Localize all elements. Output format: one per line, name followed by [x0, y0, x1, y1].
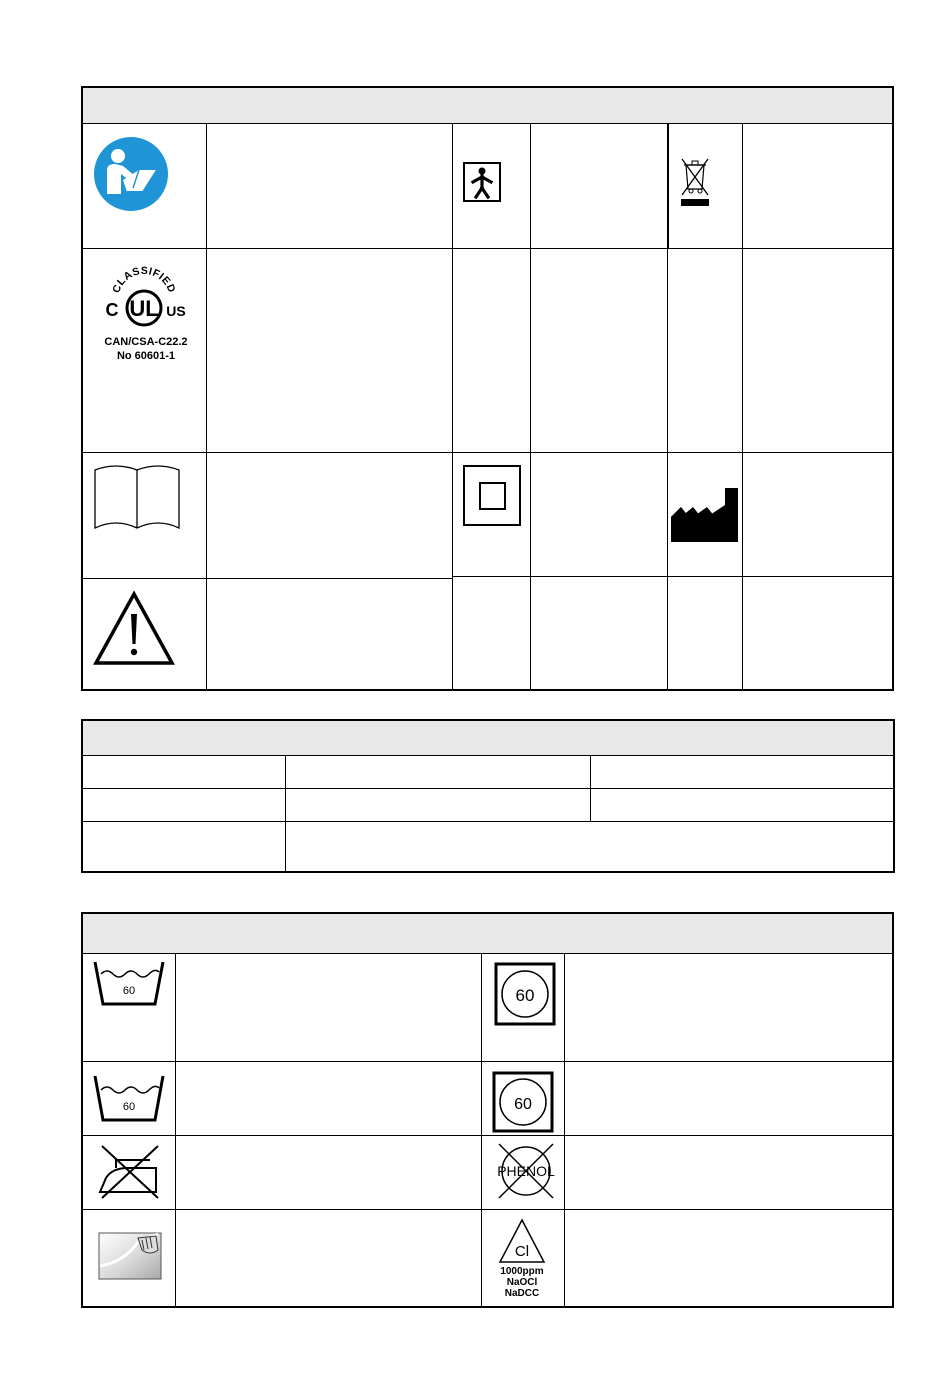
ul-standard-line1: CAN/CSA-C22.2: [104, 336, 188, 348]
weee-crossed-bin-icon: [677, 156, 713, 208]
wash-temp-label: 60: [122, 985, 136, 997]
no-phenol-icon: [495, 1140, 557, 1202]
dry-temp-label: 60: [514, 1096, 532, 1113]
warning-triangle-icon: [93, 590, 175, 666]
chlorine-naocl-label: NaOCl: [506, 1277, 538, 1288]
ul-us-letters: US: [166, 303, 186, 319]
tumble-dry-60-icon: [492, 1071, 554, 1133]
ul-standard-line2: No 60601-1: [116, 350, 176, 362]
wipe-clean-icon: [98, 1232, 162, 1280]
middle-table: [81, 719, 895, 873]
type-bf-applied-part-icon: [463, 162, 501, 202]
dry-temp-label: 60: [515, 986, 535, 1005]
do-not-iron-icon: [98, 1142, 162, 1200]
chlorine-ppm-label: 1000ppm: [500, 1266, 544, 1277]
wash-temp-label: 60: [122, 1101, 136, 1113]
chlorine-cl-label: Cl: [514, 1243, 530, 1260]
middle-table-header: [83, 721, 893, 756]
ul-letters: UL: [129, 296, 159, 321]
phenol-label: PHENOL: [497, 1163, 555, 1179]
class-ii-double-square-icon: [463, 465, 521, 526]
ul-classified-text: CLASSIFIED: [110, 264, 178, 295]
care-table-header: [83, 914, 892, 954]
symbols-table-header: [83, 88, 892, 124]
ul-c-letter: C: [105, 300, 119, 320]
ul-classified-mark-icon: [96, 262, 192, 336]
care-table: [81, 912, 894, 1308]
manufacturer-factory-icon: [670, 487, 740, 543]
chlorine-nadcc-label: NaDCC: [504, 1288, 540, 1299]
read-instructions-icon: [93, 136, 171, 212]
wash-60-icon: [93, 1074, 165, 1124]
chlorine-triangle-icon: [490, 1218, 554, 1300]
tumble-dry-60-icon: [494, 962, 556, 1026]
open-book-icon: [92, 462, 182, 532]
wash-60-icon: [93, 960, 165, 1008]
